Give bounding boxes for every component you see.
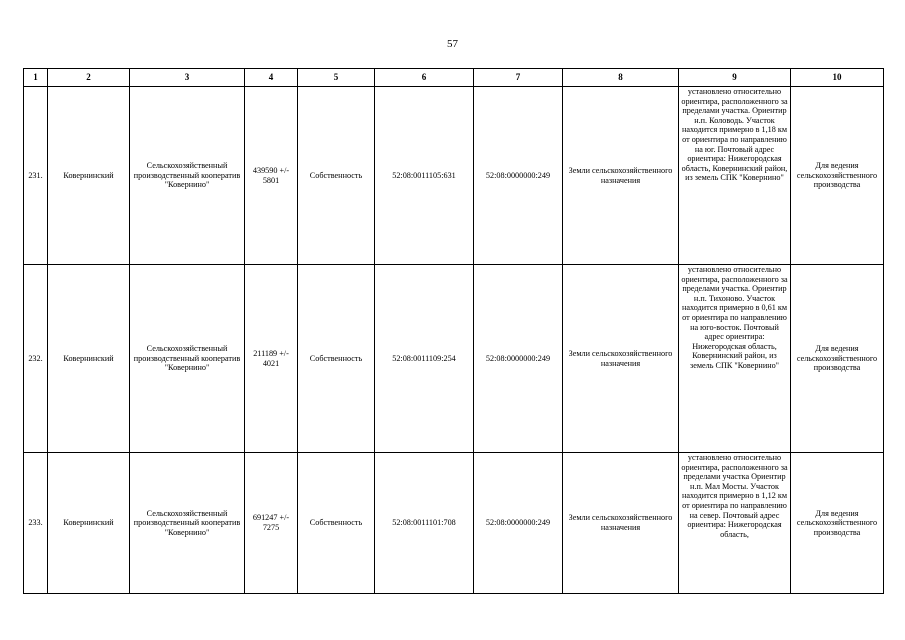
header-cell: 10 [791, 69, 884, 87]
right-cell: Собственность [298, 265, 375, 453]
parent-number-cell: 52:08:0000000:249 [474, 87, 563, 265]
header-cell: 8 [563, 69, 679, 87]
permitted-use-cell: Для ведения сельскохозяйственного производства [791, 87, 884, 265]
header-cell: 4 [245, 69, 298, 87]
permitted-use-cell: Для ведения сельскохозяйственного производства [791, 265, 884, 453]
parent-number-cell: 52:08:0000000:249 [474, 453, 563, 594]
table-row [24, 265, 884, 453]
table-row [24, 87, 884, 265]
location-cell: установлено относительно ориентира, расположенного за пределами участка. Ориентир н.п. Коловодь. Участок находится примерно в 1,18 км от ориентира по направлению на юг. Почтовый адрес ориентира: Нижегородская область, Ковернинский район, из земель СПК "Ковернино" [679, 87, 791, 265]
area-cell: 211189 +/- 4021 [245, 265, 298, 453]
right-cell: Собственность [298, 87, 375, 265]
district-cell: Ковернинский [48, 453, 130, 594]
header-cell: 7 [474, 69, 563, 87]
table-row [24, 453, 884, 594]
header-cell: 9 [679, 69, 791, 87]
parent-number-cell: 52:08:0000000:249 [474, 265, 563, 453]
land-category-cell: Земли сельскохозяйственного назначения [563, 265, 679, 453]
district-cell: Ковернинский [48, 87, 130, 265]
cadastral-number-cell: 52:08:0011109:254 [375, 265, 474, 453]
header-cell: 5 [298, 69, 375, 87]
row-number: 231. [24, 87, 48, 265]
cadastral-number-cell: 52:08:0011105:631 [375, 87, 474, 265]
header-cell: 2 [48, 69, 130, 87]
location-cell: установлено относительно ориентира, расположенного за пределами участка Ориентир н.п. Мал Мосты. Участок находится примерно в 1,12 км от ориентира по направлению на север. Почтовый адрес ориентира: Нижегородская область, [679, 453, 791, 594]
area-cell: 439590 +/- 5801 [245, 87, 298, 265]
location-cell: установлено относительно ориентира, расположенного за пределами участка. Ориентир н.п. Тихоново. Участок находится примерно в 0,61 км от ориентира по направлению на юго-восток. Почтовый адрес ориентира: Нижегородская область, Ковернинский район, из земель СПК "Ковернино" [679, 265, 791, 453]
owner-cell: Сельскохозяйственный производственный кооператив "Ковернино" [130, 265, 245, 453]
cadastral-number-cell: 52:08:0011101:708 [375, 453, 474, 594]
land-category-cell: Земли сельскохозяйственного назначения [563, 453, 679, 594]
owner-cell: Сельскохозяйственный производственный кооператив "Ковернино" [130, 453, 245, 594]
header-row [24, 69, 884, 87]
right-cell: Собственность [298, 453, 375, 594]
district-cell: Ковернинский [48, 265, 130, 453]
land-category-cell: Земли сельскохозяйственного назначения [563, 87, 679, 265]
header-cell: 1 [24, 69, 48, 87]
row-number: 233. [24, 453, 48, 594]
owner-cell: Сельскохозяйственный производственный кооператив "Ковернино" [130, 87, 245, 265]
land-register-table [23, 68, 884, 594]
page-number: 57 [447, 38, 458, 50]
header-cell: 6 [375, 69, 474, 87]
permitted-use-cell: Для ведения сельскохозяйственного производства [791, 453, 884, 594]
row-number: 232. [24, 265, 48, 453]
header-cell: 3 [130, 69, 245, 87]
area-cell: 691247 +/- 7275 [245, 453, 298, 594]
